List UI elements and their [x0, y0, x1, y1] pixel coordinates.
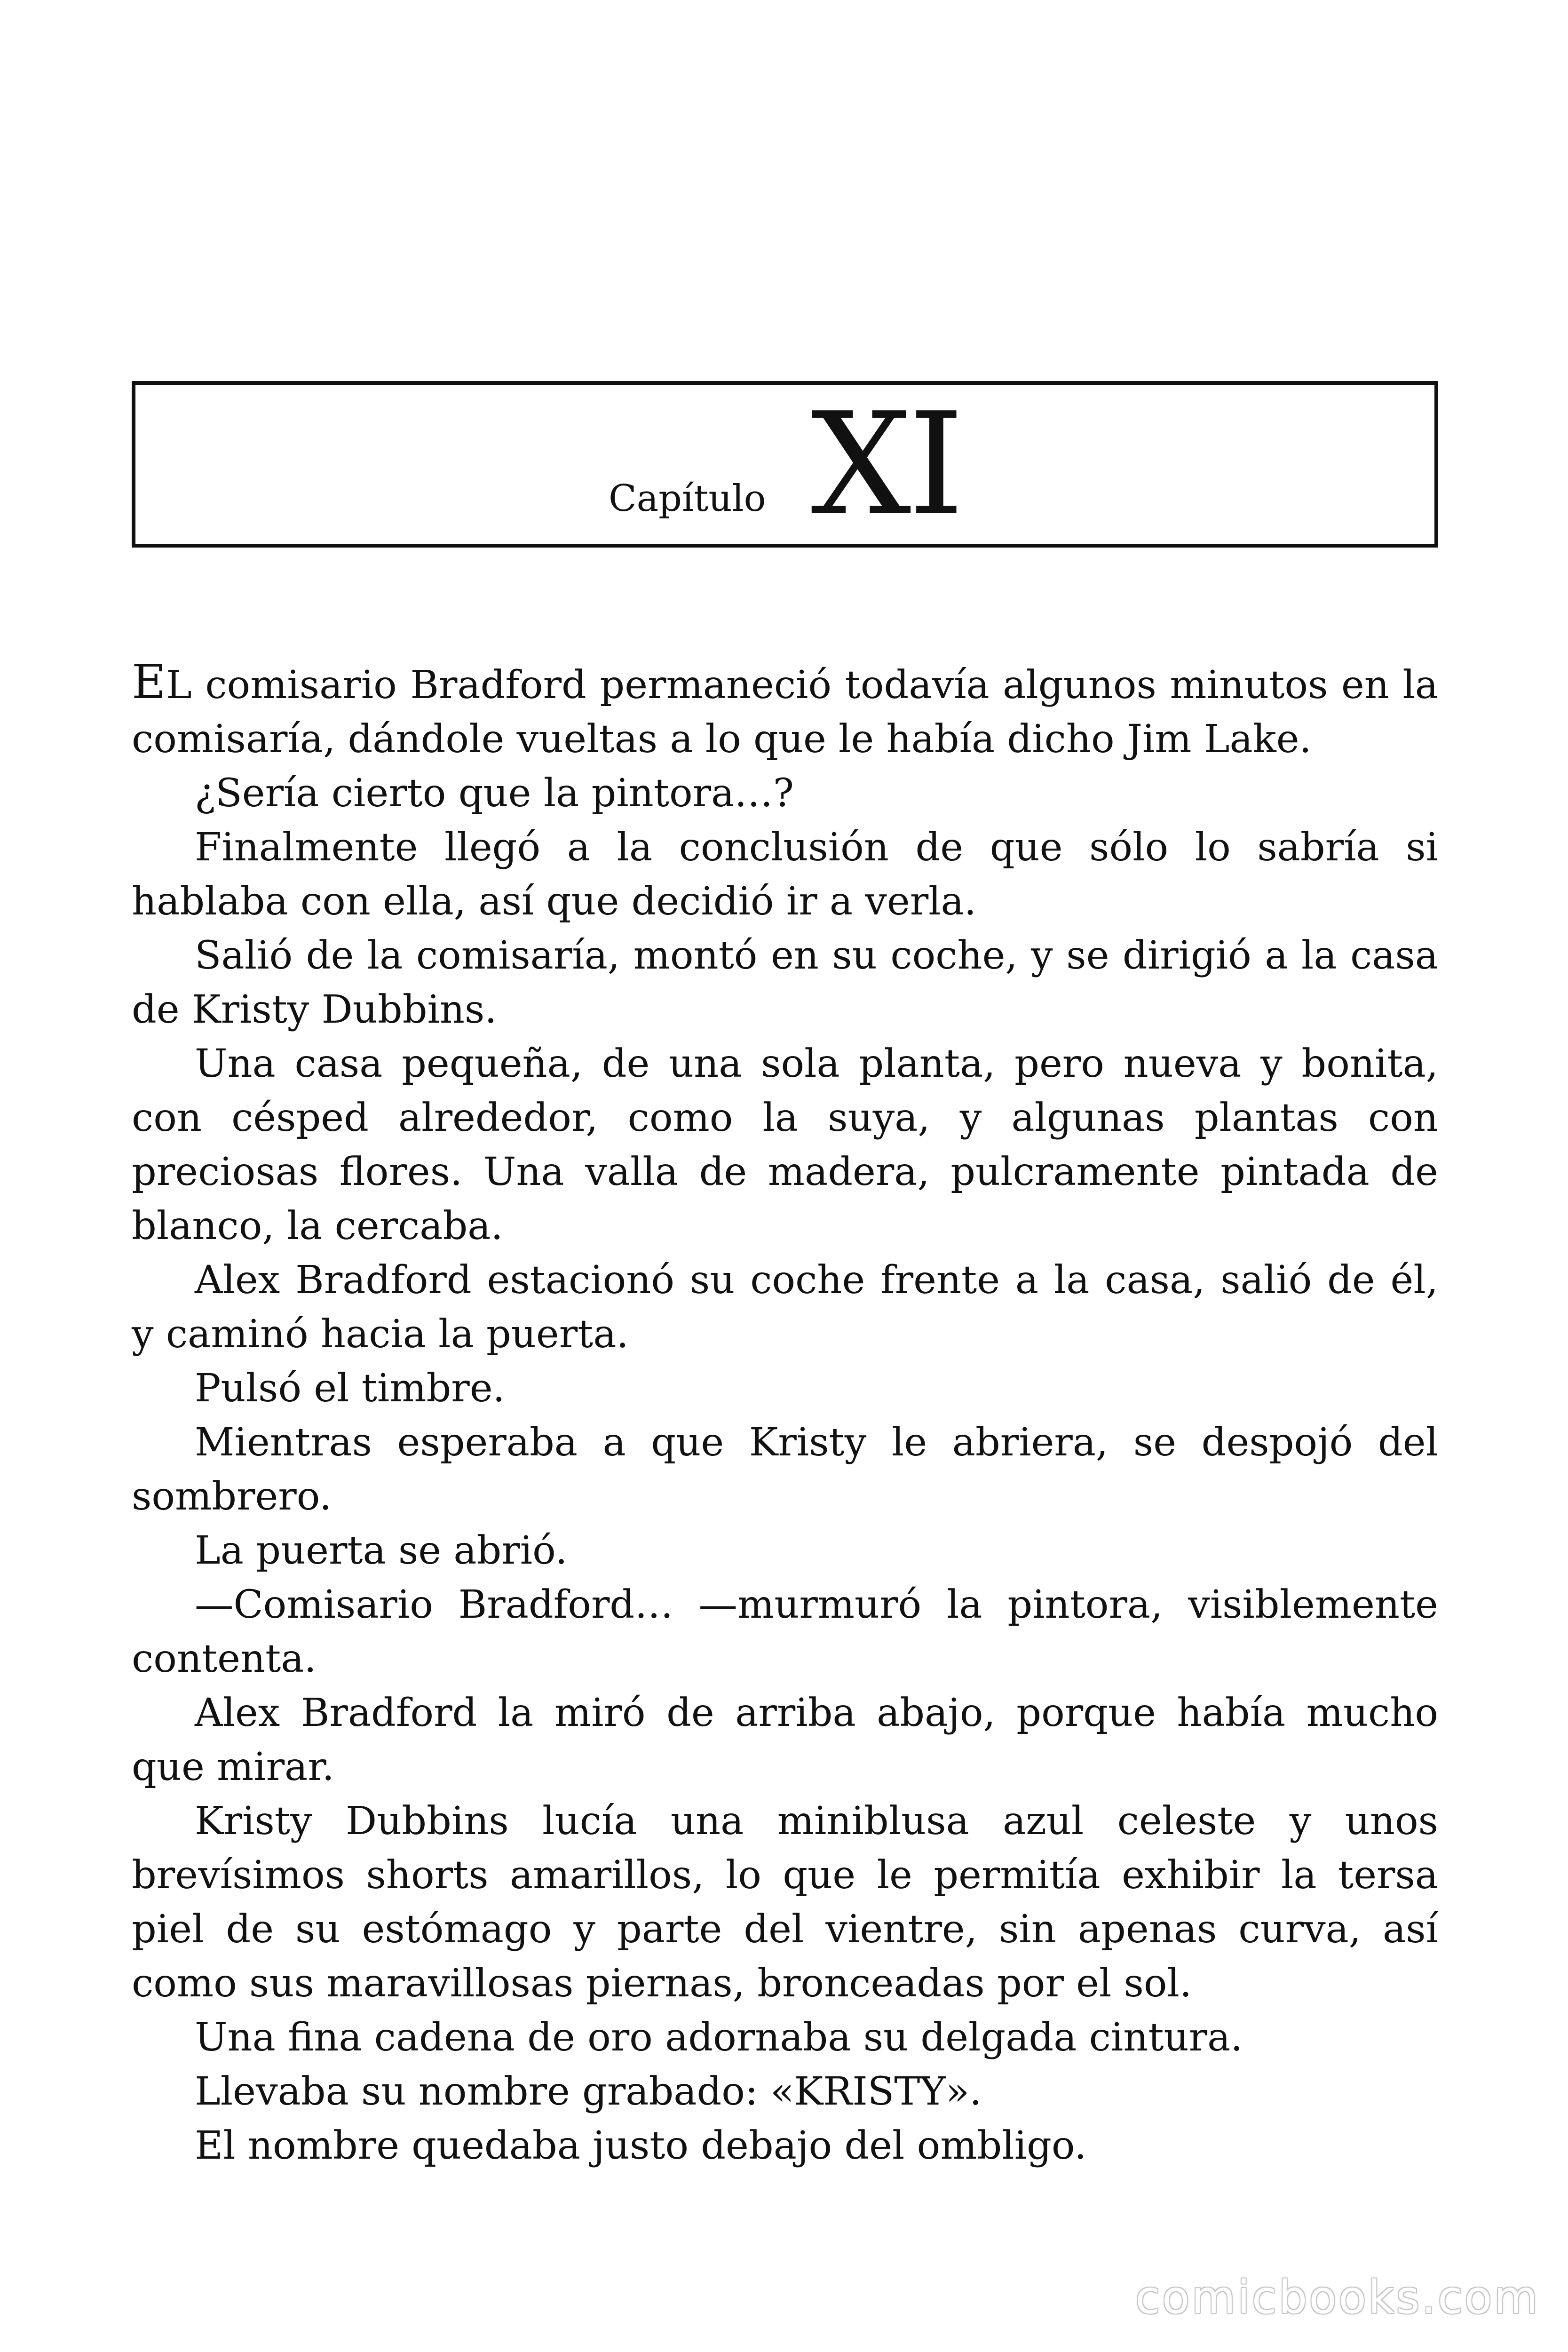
- paragraph: Alex Bradford estacionó su coche frente a la casa, salió de él, y caminó hacia la puerta.: [132, 1257, 1438, 1357]
- paragraph: Pulsó el timbre.: [195, 1366, 505, 1411]
- paragraph: Llevaba su nombre grabado: «KRISTY».: [195, 2069, 982, 2114]
- paragraph: La puerta se abrió.: [195, 1528, 568, 1573]
- chapter-heading-box: [132, 381, 1438, 548]
- paragraph: Kristy Dubbins lucía una miniblusa azul celeste y unos brevísimos shorts amarillos, lo que le permitía exhibir la tersa piel de su estómago y parte del vientre, sin apenas curva, así como sus maravillosas piernas, bronceadas por el sol.: [132, 1798, 1438, 2006]
- paragraph: Una fina cadena de oro adornaba su delgada cintura.: [195, 2015, 1243, 2060]
- paragraph: Mientras esperaba a que Kristy le abriera, se despojó del sombrero.: [132, 1420, 1438, 1519]
- opening-initial: E: [132, 654, 166, 709]
- paragraph: Salió de la comisaría, montó en su coche, y se dirigió a la casa de Kristy Dubbins.: [132, 933, 1438, 1032]
- paragraph: El nombre quedaba justo debajo del ombligo.: [195, 2123, 1087, 2168]
- paragraph: ¿Sería cierto que la pintora…?: [195, 771, 794, 816]
- paragraph: —Comisario Bradford… —murmuró la pintora, visiblemente contenta.: [132, 1582, 1438, 1681]
- chapter-body: [132, 655, 1438, 2173]
- watermark: comicbooks.com: [1135, 2271, 1540, 2324]
- paragraph: Finalmente llegó a la conclusión de que sólo lo sabría si hablaba con ella, así que decidió ir a verla.: [132, 825, 1438, 924]
- chapter-label: Capítulo: [609, 477, 766, 520]
- paragraph: Alex Bradford la miró de arriba abajo, porque había mucho que mirar.: [132, 1690, 1438, 1789]
- paragraph: Una casa pequeña, de una sola planta, pero nueva y bonita, con césped alrededor, como la suya, y algunas plantas con preciosas flores. Una valla de madera, pulcramente pintada de blanco, la cercaba.: [132, 1041, 1438, 1248]
- opening-paragraph: [132, 655, 1438, 766]
- chapter-number: XI: [811, 382, 962, 547]
- opening-text: L comisario Bradford permaneció todavía algunos minutos en la comisaría, dándole vueltas a lo que le había dicho Jim Lake.: [132, 662, 1438, 762]
